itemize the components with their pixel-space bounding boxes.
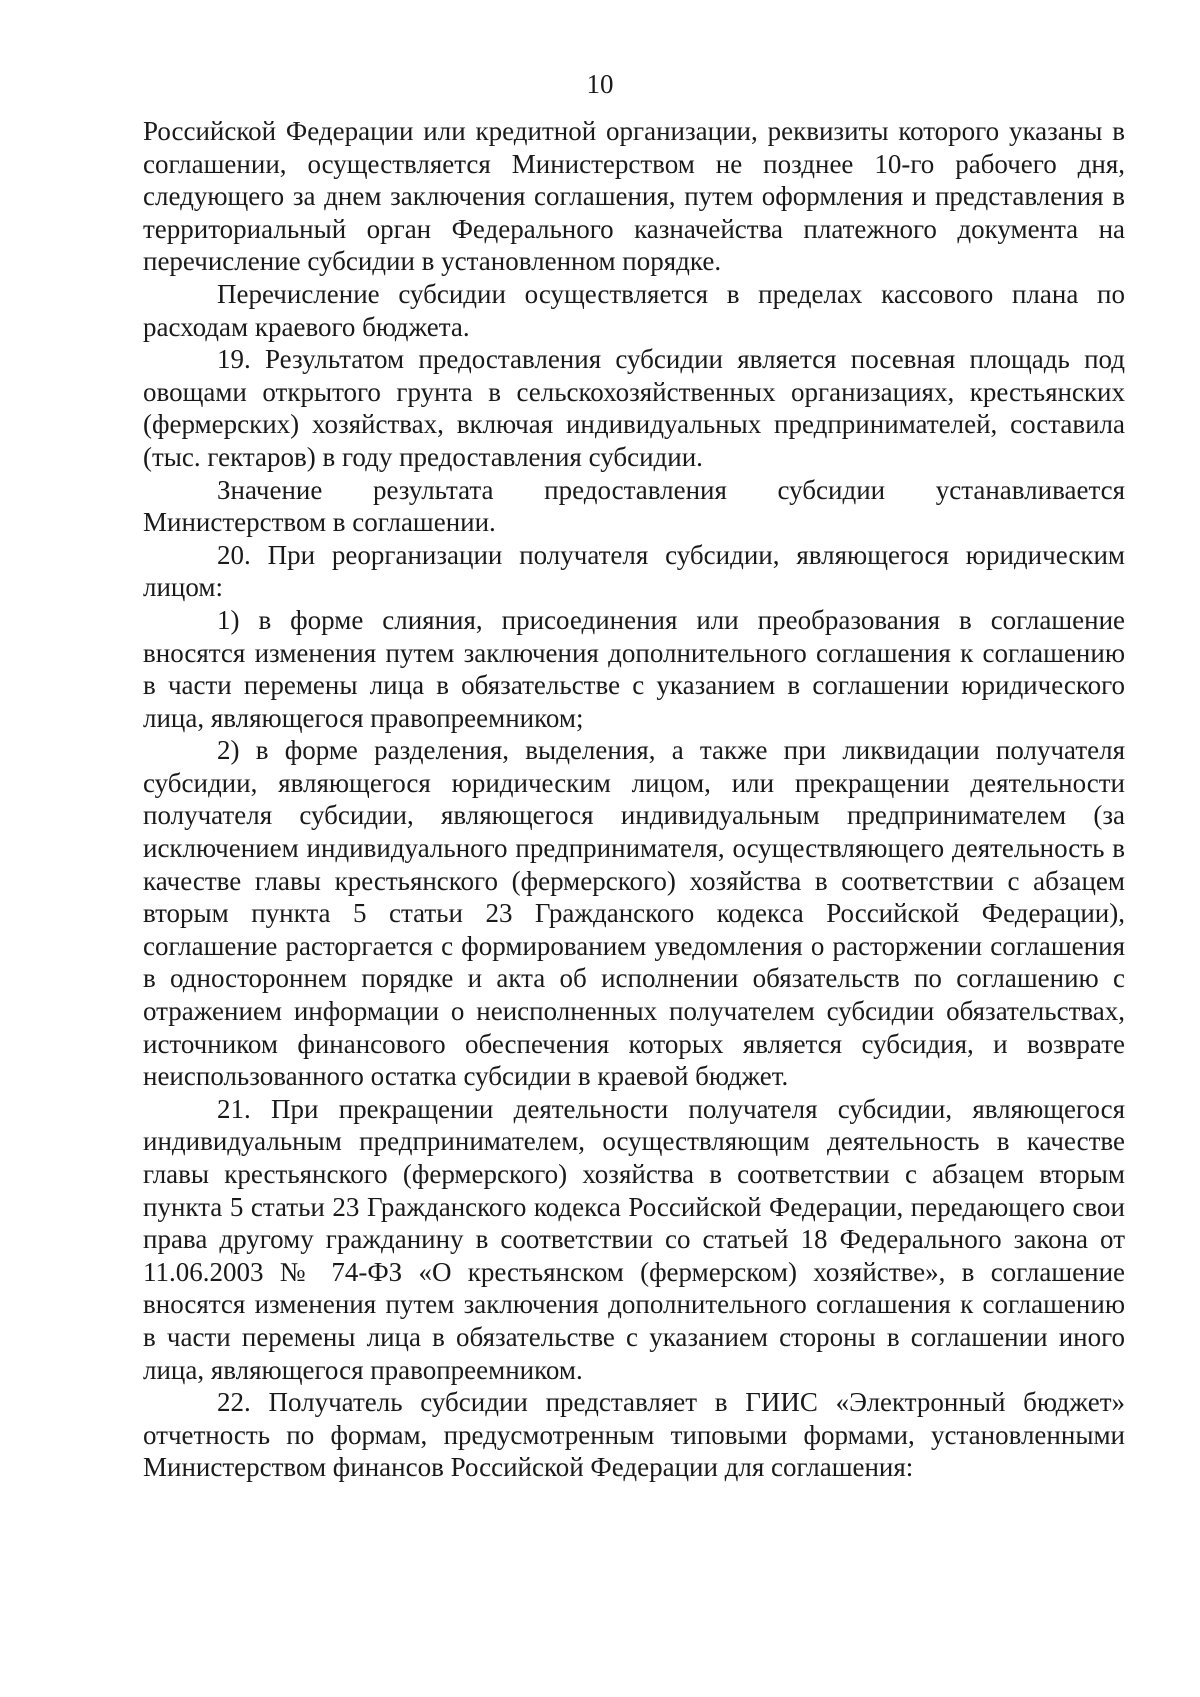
paragraph-20: 20. При реорганизации получателя субсидии, являющегося юридическим лицом: [143, 539, 1125, 603]
paragraph-continuation: Российской Федерации или кредитной организации, реквизиты которого указаны в соглашении, осуществляется Министерством не позднее 10-го рабочего дня, следующего за днем заключения соглашения, путем оформления и представления в территориальный орган Федерального казначейства платежного документа на перечисление субсидии в установленном порядке. [143, 116, 1125, 277]
paragraph-21: 21. При прекращении деятельности получателя субсидии, являющегося индивидуальным предпринимателем, осуществляющим деятельность в качестве главы крестьянского (фермерского) хозяйства в соответствии с абзацем вторым пункта 5 статьи 23 Гражданского кодекса Российской Федерации, передающего свои права другому гражданину в соответствии со статьей 18 Федерального закона от 11.06.2003 № 74-ФЗ «О крестьянском (фермерском) хозяйстве», в соглашение вносятся изменения путем заключения дополнительного соглашения к соглашению в части перемены лица в обязательстве с указанием стороны в соглашении иного лица, являющегося правопреемником. [143, 1093, 1125, 1385]
document-body [143, 115, 1125, 1484]
paragraph-19: 19. Результатом предоставления субсидии является посевная площадь под овощами открытого грунта в сельскохозяйственных организациях, крестьянских (фермерских) хозяйствах, включая индивидуальных предпринимателей, составила (тыс. гектаров) в году предоставления субсидии. [143, 344, 1125, 472]
paragraph-20-item-1: 1) в форме слияния, присоединения или преобразования в соглашение вносятся изменения путем заключения дополнительного соглашения к соглашению в части перемены лица в обязательстве с указанием в соглашении юридического лица, являющегося правопреемником; [143, 604, 1125, 733]
paragraph-transfer-limits: Перечисление субсидии осуществляется в пределах кассового плана по расходам краевого бюджета. [143, 278, 1125, 342]
paragraph-22: 22. Получатель субсидии представляет в ГИИС «Электронный бюджет» отчетность по формам, предусмотренным типовыми формами, установленными Министерством финансов Российской Федерации для соглашения: [143, 1387, 1125, 1483]
paragraph-20-item-2: 2) в форме разделения, выделения, а также при ликвидации получателя субсидии, являющегося юридическим лицом, или прекращении деятельности получателя субсидии, являющегося индивидуальным предпринимателем (за исключением индивидуального предпринимателя, осуществляющего деятельность в качестве главы крестьянского (фермерского) хозяйства в соответствии с абзацем вторым пункта 5 статьи 23 Гражданского кодекса Российской Федерации), соглашение расторгается с формированием уведомления о расторжении соглашения в одностороннем порядке и акта об исполнении обязательств по соглашению с отражением информации о неисполненных получателем субсидии обязательствах, источником финансового обеспечения которых является субсидия, и возврате неиспользованного остатка субсидии в краевой бюджет. [143, 735, 1125, 1092]
paragraph-result-value: Значение результата предоставления субсидии устанавливается Министерством в соглашении. [143, 474, 1125, 538]
page-number: 10 [586, 69, 614, 99]
